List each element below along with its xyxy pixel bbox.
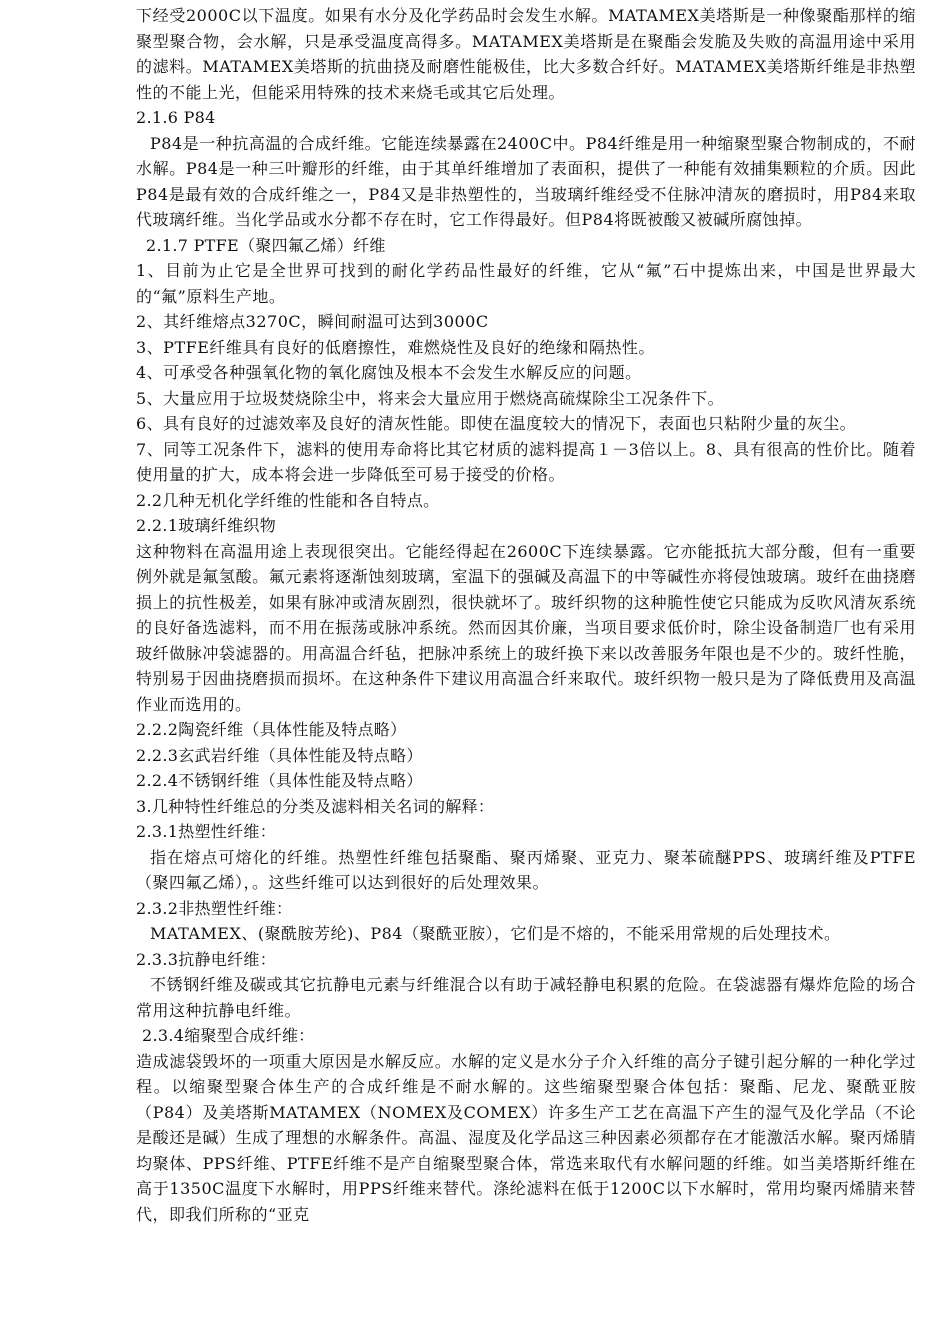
section-heading: 3.几种特性纤维总的分类及滤料相关名词的解释： [136, 796, 495, 816]
section-heading: 2.2.4不锈钢纤维（具体性能及特点略） [136, 771, 423, 790]
body-paragraph: 3、PTFE纤维具有良好的低磨擦性，难燃烧性及良好的绝缘和隔热性。 [136, 337, 655, 357]
section-heading: 2.2几种无机化学纤维的性能和各自特点。 [136, 490, 440, 510]
body-paragraph: 不锈钢纤维及碳或其它抗静电元素与纤维混合以有助于减轻静电积累的危险。在袋滤器有爆炸危险的场合常用这种抗静电纤维。 [136, 975, 916, 1020]
body-paragraph: 7、同等工况条件下，滤料的使用寿命将比其它材质的滤料提高１－3倍以上。8、具有很高的性价比。随着使用量的扩大，成本将会进一步降低至可易于接受的价格。 [136, 439, 916, 484]
body-paragraph: 5、大量应用于垃圾焚烧除尘中，将来会大量应用于燃烧高硫煤除尘工况条件下。 [136, 388, 725, 408]
section-heading: 2.2.1玻璃纤维织物 [136, 516, 277, 535]
section-heading: 2.2.2陶瓷纤维（具体性能及特点略） [136, 720, 407, 739]
section-heading: 2.1.7 PTFE（聚四氟乙烯）纤维 [146, 235, 386, 255]
section-heading: 2.3.4缩聚型合成纤维： [142, 1026, 315, 1045]
body-paragraph: 这种物料在高温用途上表现很突出。它能经得起在2600C下连续暴露。它亦能抵抗大部分酸，但有一重要例外就是氟氢酸。氟元素将逐渐蚀刻玻璃，室温下的强碱及高温下的中等碱性亦将侵蚀玻璃。玻纤在曲挠磨损上的抗性极差，如果有脉冲或清灰剧烈，很快就坏了。玻纤织物的这种脆性使它只能成为反吹风清灰系统的良好备选滤料，而不用在振荡或脉冲系统。然而因其价廉，当项目要求低价时，除尘设备制造厂也有采用玻纤做脉冲袋滤器的。用高温合纤毡，把脉冲系统上的玻纤换下来以改善服务年限也是不少的。玻纤性脆，特别易于因曲挠磨损而损坏。在这种条件下建议用高温合纤来取代。玻纤织物一般只是为了降低费用及高温作业而选用的。 [136, 541, 916, 714]
section-heading: 2.1.6 P84 [136, 108, 216, 127]
body-paragraph: 6、具有良好的过滤效率及良好的清灰性能。即使在温度较大的情况下，表面也只粘附少量的灰尘。 [136, 414, 857, 433]
body-paragraph: MATAMEX、(聚酰胺芳纶)、P84（聚酰亚胺），它们是不熔的，不能采用常规的后处理技术。 [150, 924, 841, 943]
body-paragraph: P84是一种抗高温的合成纤维。它能连续暴露在2400C中。P84纤维是用一种缩聚型聚合物制成的，不耐水解。P84是一种三叶瓣形的纤维，由于其单纤维增加了表面积，提供了一种能有效捕集颗粒的介质。因此P84是最有效的合成纤维之一，P84又是非热塑性的，当玻璃纤维经受不住脉冲清灰的磨损时，用P84来取代玻璃纤维。当化学品或水分都不存在时，它工作得最好。但P84将既被酸又被碱所腐蚀掉。 [136, 133, 916, 229]
body-paragraph: 2、其纤维熔点3270C，瞬间耐温可达到3000C [136, 312, 489, 331]
body-paragraph: 4、可承受各种强氧化物的氧化腐蚀及根本不会发生水解反应的问题。 [136, 363, 642, 382]
body-paragraph: 1、目前为止它是全世界可找到的耐化学药品性最好的纤维，它从“氟”石中提炼出来，中国是世界最大的“氟”原料生产地。 [136, 261, 916, 306]
document-page [136, 0, 916, 1227]
section-heading: 2.3.2非热塑性纤维： [136, 898, 293, 918]
section-heading: 2.3.3抗静电纤维： [136, 949, 277, 969]
section-heading: 2.2.3玄武岩纤维（具体性能及特点略） [136, 745, 423, 765]
body-paragraph: 下经受2000C以下温度。如果有水分及化学药品时会发生水解。MATAMEX美塔斯是一种像聚酯那样的缩聚型聚合物，会水解，只是承受温度高得多。MATAMEX美塔斯是在聚酯会发脆及失败的高温用途中采用的滤料。MATAMEX美塔斯的抗曲挠及耐磨性能极佳，比大多数合纤好。MATAMEX美塔斯纤维是非热塑性的不能上光，但能采用特殊的技术来烧毛或其它后处理。 [136, 6, 916, 102]
body-paragraph: 造成滤袋毁坏的一项重大原因是水解反应。水解的定义是水分子介入纤维的高分子键引起分解的一种化学过程。以缩聚型聚合体生产的合成纤维是不耐水解的。这些缩聚型聚合体包括：聚酯、尼龙、聚酰亚胺（P84）及美塔斯MATAMEX（NOMEX及COMEX）许多生产工艺在高温下产生的湿气及化学品（不论是酸还是碱）生成了理想的水解条件。高温、湿度及化学品这三种因素必须都存在才能激活水解。聚丙烯腈均聚体、PPS纤维、PTFE纤维不是产自缩聚型聚合体，常选来取代有水解问题的纤维。如当美塔斯纤维在高于1350C温度下水解时，用PPS纤维来替代。涤纶滤料在低于1200C以下水解时，常用均聚丙烯腈来替代，即我们所称的“亚克 [136, 1051, 916, 1224]
body-paragraph: 指在熔点可熔化的纤维。热塑性纤维包括聚酯、聚丙烯聚、亚克力、聚苯硫醚PPS、玻璃纤维及PTFE（聚四氟乙烯），。这些纤维可以达到很好的后处理效果。 [136, 847, 916, 892]
section-heading: 2.3.1热塑性纤维： [136, 822, 277, 841]
